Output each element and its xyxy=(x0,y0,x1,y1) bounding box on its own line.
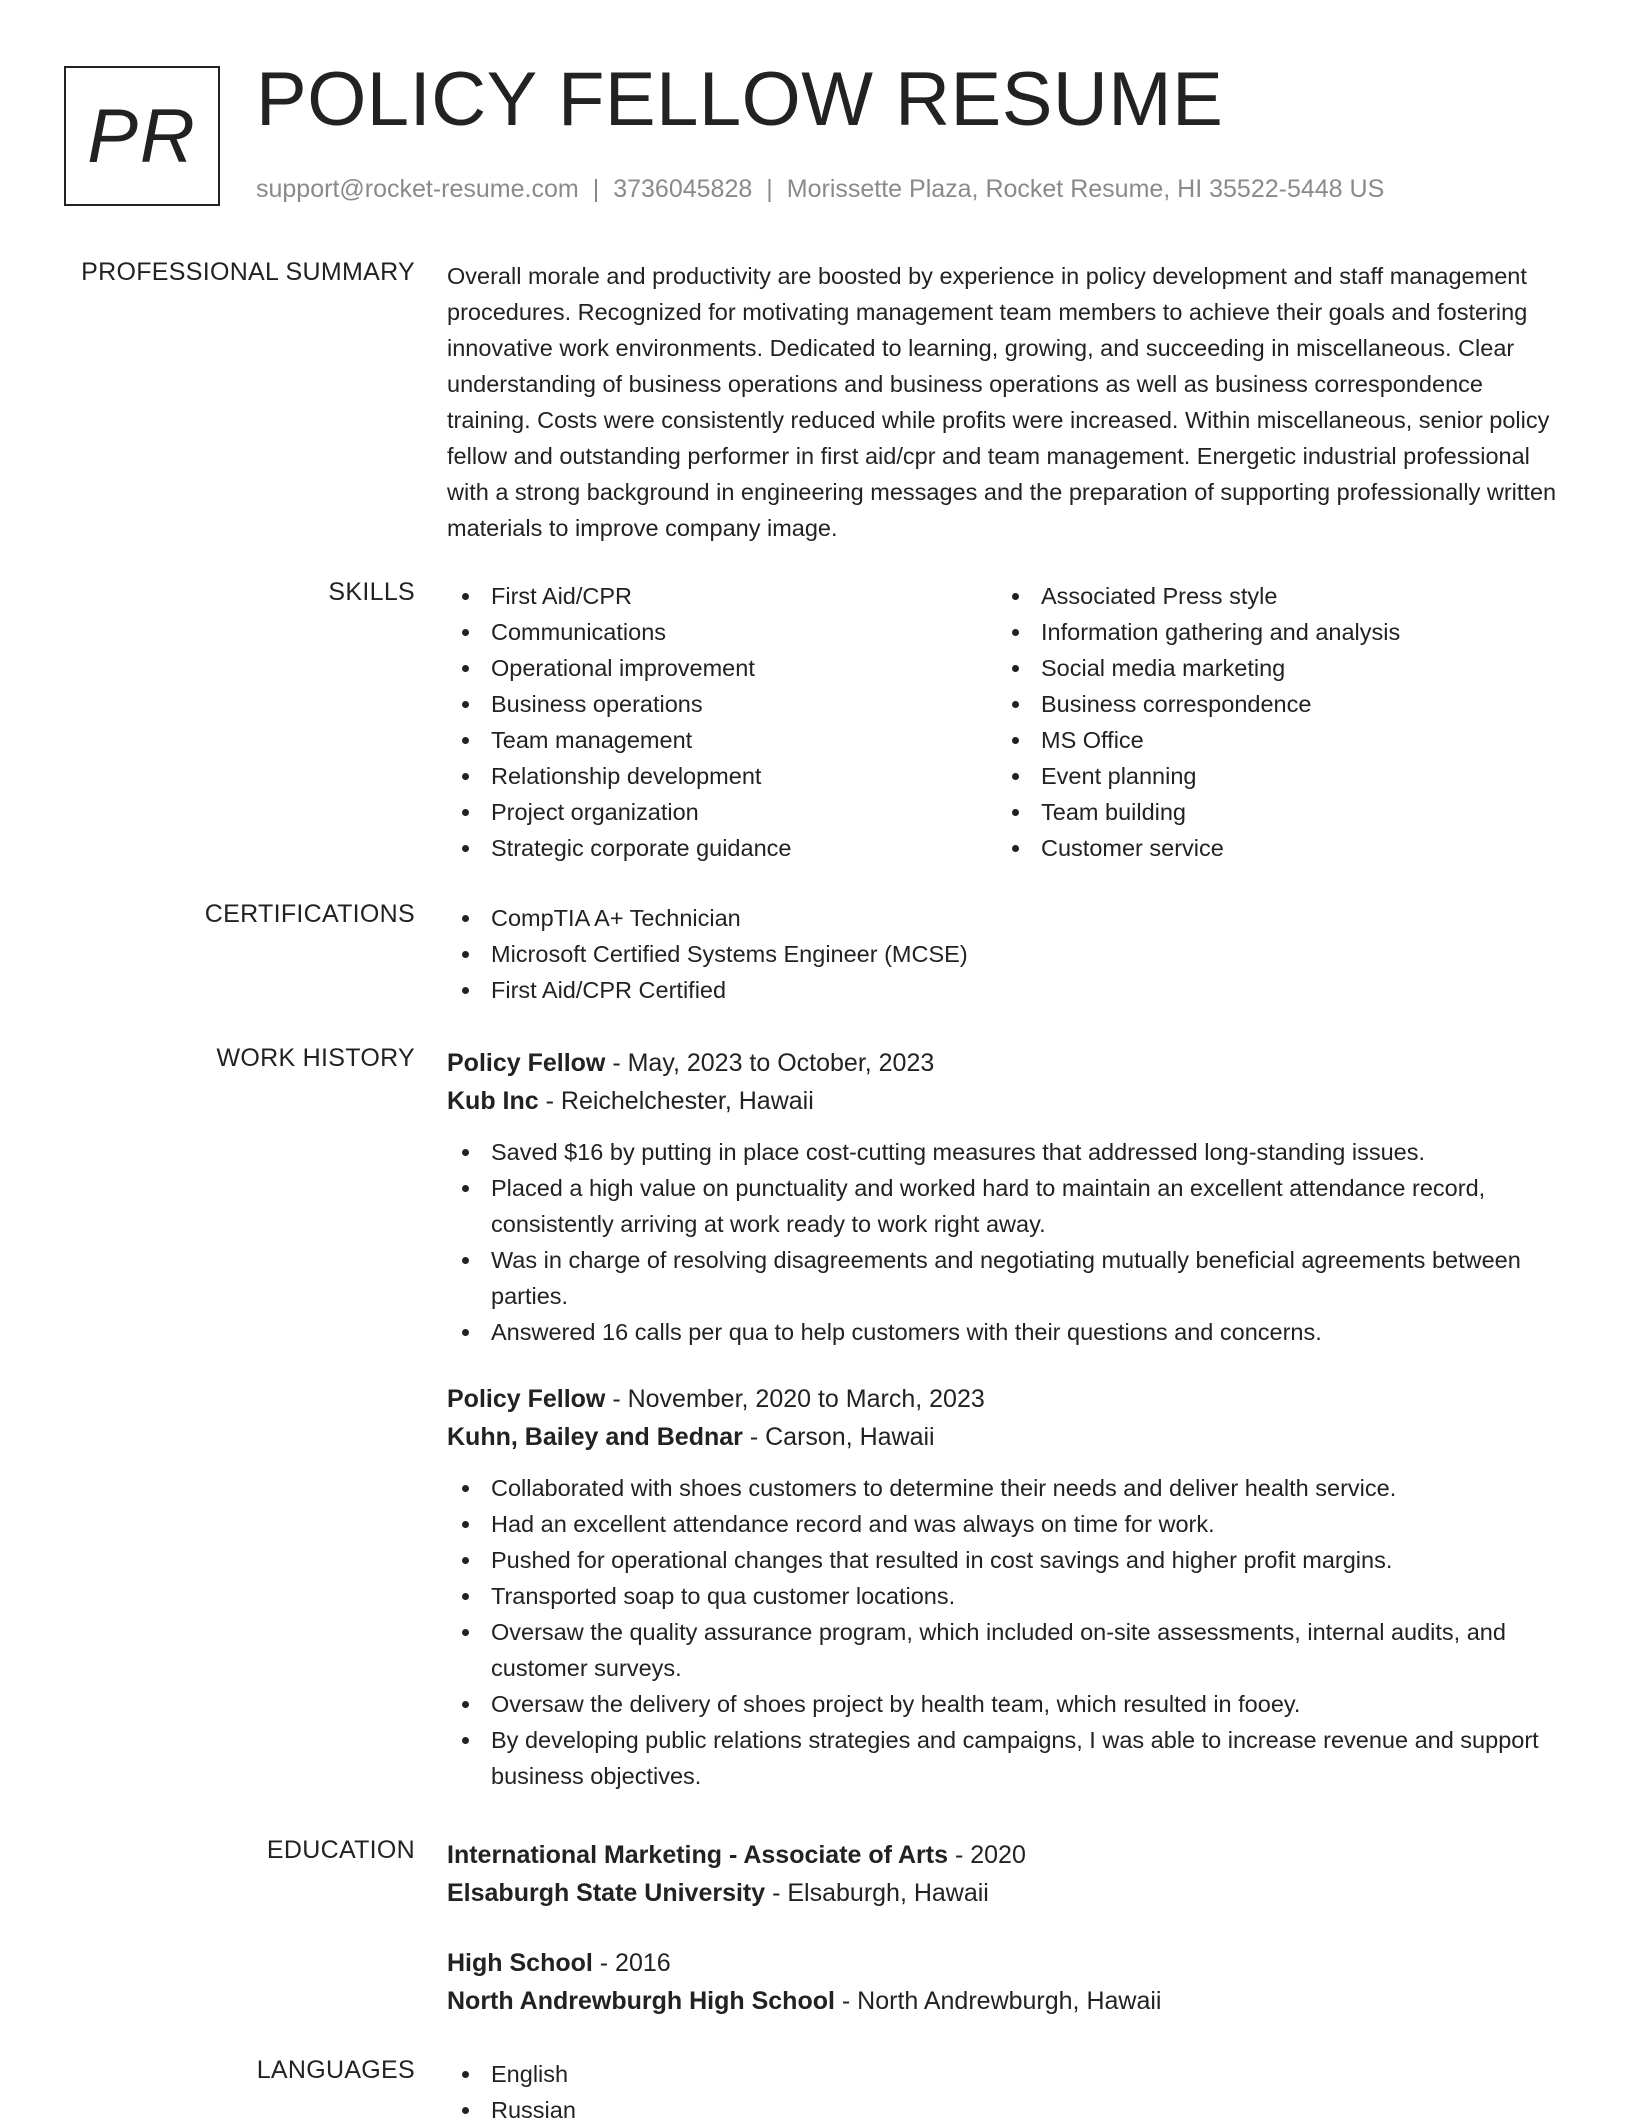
section-label: WORK HISTORY xyxy=(216,1044,415,1072)
job-title-line xyxy=(447,1044,1567,1082)
monogram-badge xyxy=(64,66,220,206)
education-year: - 2020 xyxy=(948,1841,1026,1869)
list-item: By developing public relations strategies and campaigns, I was able to increase revenue and support business objectives. xyxy=(447,1722,1567,1794)
job-bullets xyxy=(447,1470,1567,1794)
education-degree-line xyxy=(447,1836,1567,1874)
skills-list-left xyxy=(447,578,997,866)
education-year: - 2016 xyxy=(592,1949,671,1977)
education-entry xyxy=(447,1836,1567,1912)
job-company: Kub Inc xyxy=(447,1087,539,1115)
list-item: Event planning xyxy=(997,758,1547,794)
skills-body xyxy=(447,578,1567,866)
list-item: Team management xyxy=(447,722,997,758)
monogram-text: PR xyxy=(87,93,197,179)
list-item: Business operations xyxy=(447,686,997,722)
list-item: English xyxy=(447,2056,1567,2092)
contact-separator: | xyxy=(592,175,600,203)
job-bullets xyxy=(447,1134,1567,1350)
list-item: Operational improvement xyxy=(447,650,997,686)
certifications-list xyxy=(447,900,1567,1008)
summary-body xyxy=(447,258,1567,546)
resume-title: POLICY FELLOW RESUME xyxy=(256,57,1224,142)
contact-line xyxy=(256,175,1384,204)
job-title: Policy Fellow xyxy=(447,1049,606,1077)
education-degree-line xyxy=(447,1944,1567,1982)
list-item: CompTIA A+ Technician xyxy=(447,900,1567,936)
job-title-line xyxy=(447,1380,1567,1418)
list-item: Associated Press style xyxy=(997,578,1547,614)
list-item: First Aid/CPR Certified xyxy=(447,972,1567,1008)
list-item: Business correspondence xyxy=(997,686,1547,722)
job-org-line xyxy=(447,1418,1567,1456)
list-item: Team building xyxy=(997,794,1547,830)
list-item: Pushed for operational changes that resulted in cost savings and higher profit margins. xyxy=(447,1542,1567,1578)
education-school-line xyxy=(447,1982,1567,2020)
education-location: - North Andrewburgh, Hawaii xyxy=(834,1987,1162,2015)
contact-address: Morissette Plaza, Rocket Resume, HI 35522-5448 US xyxy=(786,175,1385,203)
list-item: Microsoft Certified Systems Engineer (MCSE) xyxy=(447,936,1567,972)
summary-text: Overall morale and productivity are boosted by experience in policy development and staff management procedures. Recognized for motivating management team members to achieve their goals and fostering innovative work environments. Dedicated to learning, growing, and succeeding in miscellaneous. Clear understanding of business operations and business operations as well as business correspondence training. Costs were consistently reduced while profits were increased. Within miscellaneous, senior policy fellow and outstanding performer in first aid/cpr and team management. Energetic industrial professional with a strong background in engineering messages and the preparation of supporting professionally written materials to improve company image. xyxy=(447,263,1557,541)
contact-email: support@rocket-resume.com xyxy=(256,175,579,203)
job-entry xyxy=(447,1380,1567,1794)
list-item: Relationship development xyxy=(447,758,997,794)
education-school: Elsaburgh State University xyxy=(447,1879,766,1907)
languages-list xyxy=(447,2056,1567,2128)
list-item: Russian xyxy=(447,2092,1567,2128)
section-label: SKILLS xyxy=(328,578,415,606)
list-item: Collaborated with shoes customers to determine their needs and deliver health service. xyxy=(447,1470,1567,1506)
list-item: MS Office xyxy=(997,722,1547,758)
job-dates: - May, 2023 to October, 2023 xyxy=(605,1049,935,1077)
job-company: Kuhn, Bailey and Bednar xyxy=(447,1423,743,1451)
education-degree: International Marketing - Associate of Arts xyxy=(447,1841,949,1869)
section-label: LANGUAGES xyxy=(256,2056,415,2084)
list-item: Oversaw the delivery of shoes project by health team, which resulted in fooey. xyxy=(447,1686,1567,1722)
education-school: North Andrewburgh High School xyxy=(447,1987,835,2015)
job-entry xyxy=(447,1044,1567,1350)
list-item: Project organization xyxy=(447,794,997,830)
education-location: - Elsaburgh, Hawaii xyxy=(765,1879,989,1907)
list-item: Transported soap to qua customer locations. xyxy=(447,1578,1567,1614)
list-item: Customer service xyxy=(997,830,1547,866)
list-item: Had an excellent attendance record and was always on time for work. xyxy=(447,1506,1567,1542)
education-school-line xyxy=(447,1874,1567,1912)
list-item: Oversaw the quality assurance program, which included on-site assessments, internal audits, and customer surveys. xyxy=(447,1614,1567,1686)
job-location: - Carson, Hawaii xyxy=(742,1423,935,1451)
list-item: Information gathering and analysis xyxy=(997,614,1547,650)
work-history-body xyxy=(447,1044,1567,1794)
job-org-line xyxy=(447,1082,1567,1120)
list-item: Placed a high value on punctuality and worked hard to maintain an excellent attendance record, consistently arriving at work ready to work right away. xyxy=(447,1170,1567,1242)
section-label: EDUCATION xyxy=(266,1836,415,1864)
skills-list-right xyxy=(997,578,1547,866)
education-body xyxy=(447,1836,1567,2020)
list-item: Strategic corporate guidance xyxy=(447,830,997,866)
job-title: Policy Fellow xyxy=(447,1385,606,1413)
education-entry xyxy=(447,1944,1567,2020)
job-location: - Reichelchester, Hawaii xyxy=(538,1087,814,1115)
contact-phone: 3736045828 xyxy=(613,175,753,203)
section-label: PROFESSIONAL SUMMARY xyxy=(81,258,415,286)
section-label: CERTIFICATIONS xyxy=(204,900,415,928)
languages-body xyxy=(447,2056,1567,2128)
list-item: First Aid/CPR xyxy=(447,578,997,614)
list-item: Social media marketing xyxy=(997,650,1547,686)
certifications-body xyxy=(447,900,1567,1008)
contact-separator: | xyxy=(766,175,773,203)
job-dates: - November, 2020 to March, 2023 xyxy=(605,1385,985,1413)
education-degree: High School xyxy=(447,1949,593,1977)
list-item: Communications xyxy=(447,614,997,650)
list-item: Answered 16 calls per qua to help customers with their questions and concerns. xyxy=(447,1314,1567,1350)
list-item: Was in charge of resolving disagreements and negotiating mutually beneficial agreements between parties. xyxy=(447,1242,1567,1314)
list-item: Saved $16 by putting in place cost-cutting measures that addressed long-standing issues. xyxy=(447,1134,1567,1170)
